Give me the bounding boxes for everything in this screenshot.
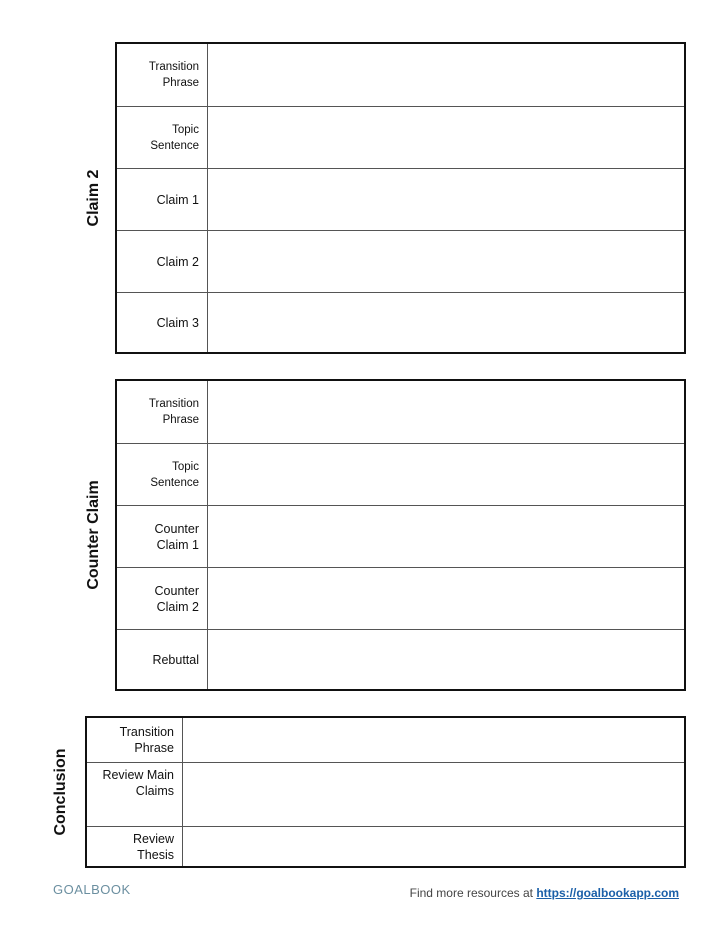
write-in-field[interactable] (208, 506, 684, 567)
write-in-field[interactable] (208, 169, 684, 230)
write-in-field[interactable] (208, 107, 684, 168)
row-label: Claim 3 (117, 293, 208, 352)
table-row (87, 826, 684, 866)
row-label: Transition Phrase (117, 44, 208, 106)
table-row (117, 168, 684, 230)
row-label: Counter Claim 1 (117, 506, 208, 567)
row-label: Topic Sentence (117, 444, 208, 505)
row-label: Topic Sentence (117, 107, 208, 168)
section-label-conclusion: Conclusion (52, 748, 69, 836)
table-row (117, 44, 684, 106)
conclusion-table (85, 716, 686, 868)
write-in-field[interactable] (208, 44, 684, 106)
write-in-field[interactable] (208, 444, 684, 505)
row-label: Counter Claim 2 (117, 568, 208, 629)
footer-resources-text (410, 886, 679, 900)
table-row (117, 567, 684, 629)
row-label: Transition Phrase (87, 718, 183, 762)
write-in-field[interactable] (208, 568, 684, 629)
table-row (117, 505, 684, 567)
claim-2-table (115, 42, 686, 354)
footer-prefix: Find more resources at (409, 886, 537, 900)
write-in-field[interactable] (208, 231, 684, 292)
row-label: Review Thesis (87, 827, 183, 866)
footer-link[interactable]: https://goalbookapp.com (536, 886, 679, 900)
goalbook-logo: GOALBOOK (53, 882, 131, 897)
table-row (117, 292, 684, 352)
section-label-counter-claim: Counter Claim (85, 480, 102, 590)
row-label: Claim 1 (117, 169, 208, 230)
write-in-field[interactable] (208, 381, 684, 443)
section-label-claim-2: Claim 2 (85, 169, 102, 227)
row-label: Claim 2 (117, 231, 208, 292)
counter-claim-table (115, 379, 686, 691)
write-in-field[interactable] (208, 630, 684, 689)
row-label: Transition Phrase (117, 381, 208, 443)
table-row (87, 718, 684, 762)
table-row (117, 106, 684, 168)
row-label: Rebuttal (117, 630, 208, 689)
write-in-field[interactable] (183, 718, 684, 762)
table-row (117, 381, 684, 443)
table-row (117, 230, 684, 292)
write-in-field[interactable] (208, 293, 684, 352)
row-label: Review Main Claims (87, 763, 183, 826)
table-row (87, 762, 684, 826)
table-row (117, 443, 684, 505)
table-row (117, 629, 684, 689)
write-in-field[interactable] (183, 827, 684, 866)
